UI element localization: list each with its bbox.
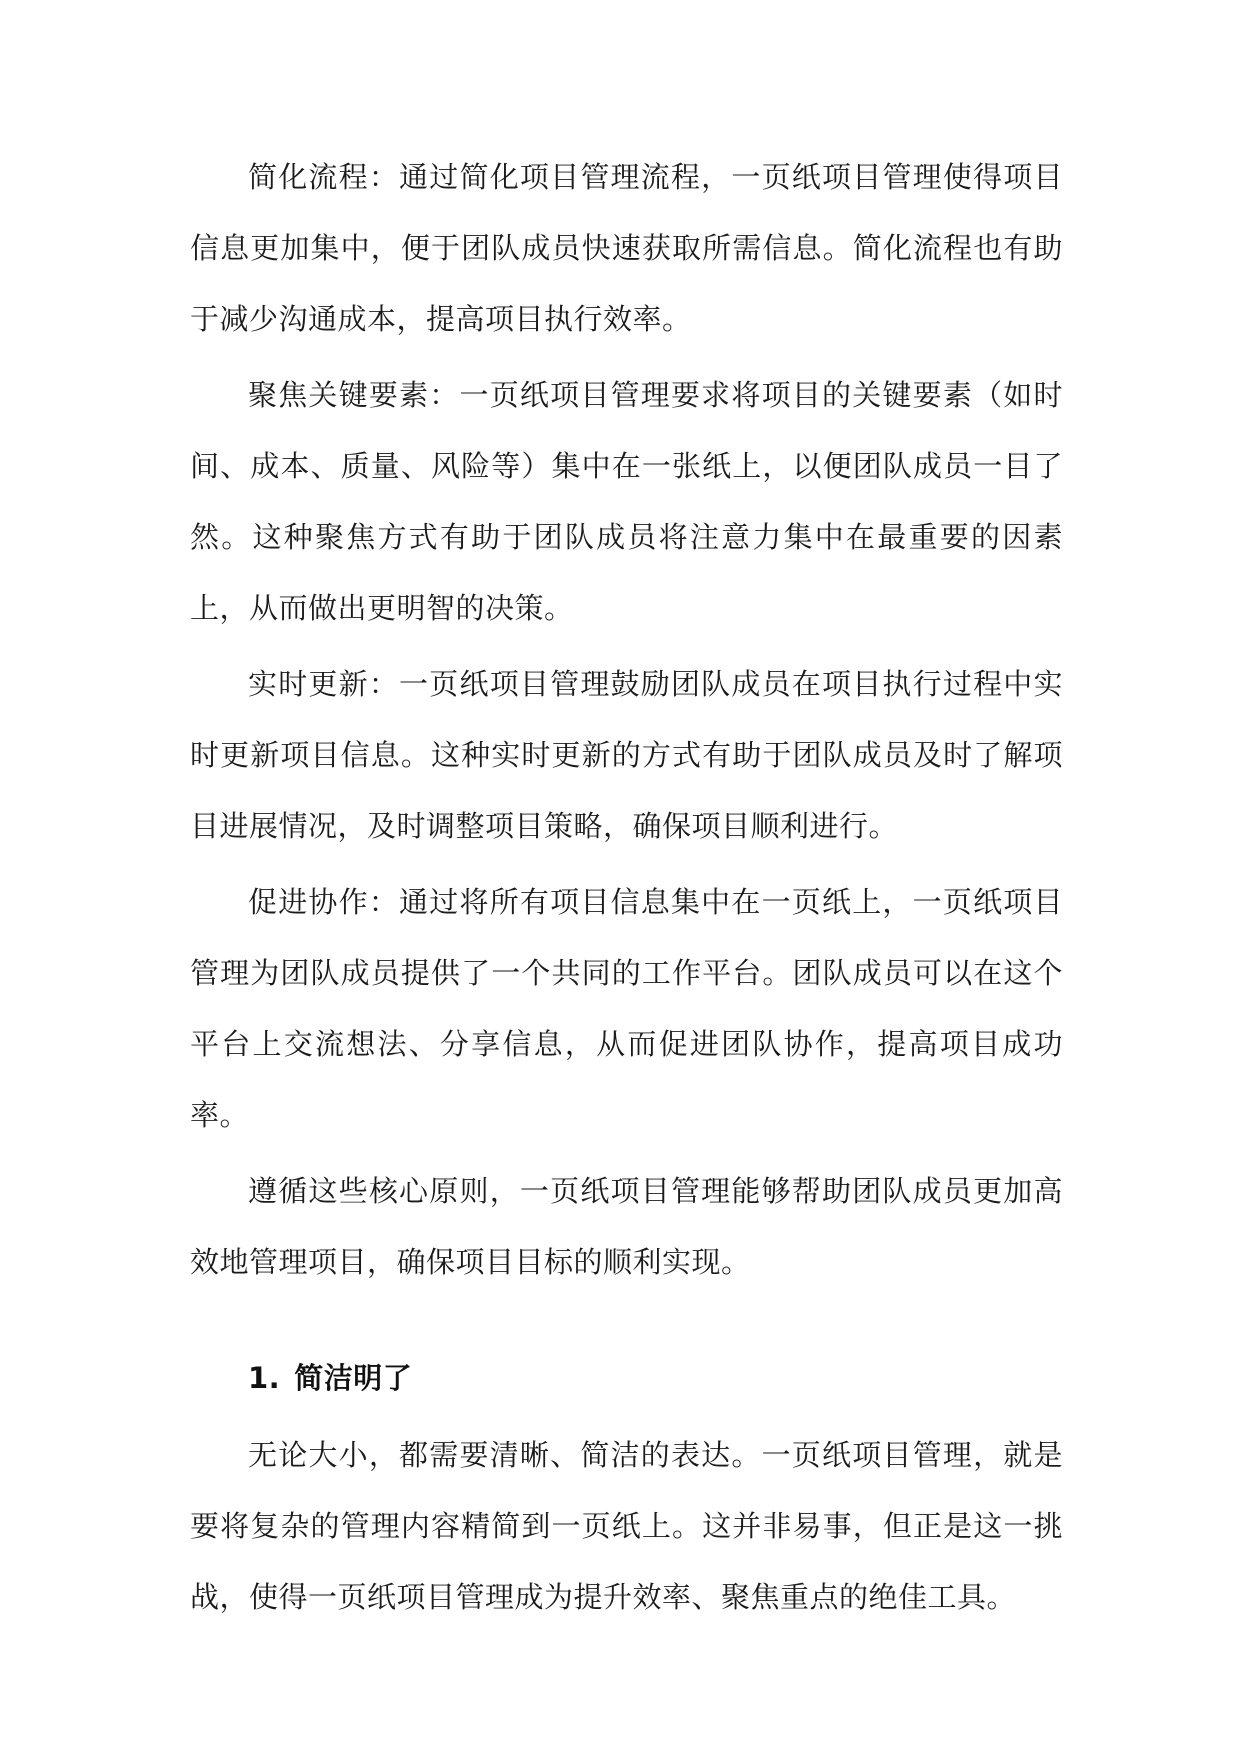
- section-number: 1.: [248, 1361, 281, 1395]
- paragraph-realtime-update: 实时更新：一页纸项目管理鼓励团队成员在项目执行过程中实时更新项目信息。这种实时更新的方式有助于团队成员及时了解项目进展情况，及时调整项目策略，确保项目顺利进行。: [190, 667, 1063, 843]
- paragraph-focus-key-elements: 聚焦关键要素：一页纸项目管理要求将项目的关键要素（如时间、成本、质量、风险等）集中在一张纸上，以便团队成员一目了然。这种聚焦方式有助于团队成员将注意力集中在最重要的因素上，从而做出更明智的决策。: [190, 378, 1063, 625]
- paragraph-concise-clear: 无论大小，都需要清晰、简洁的表达。一页纸项目管理，就是要将复杂的管理内容精简到一页纸上。这并非易事，但正是这一挑战，使得一页纸项目管理成为提升效率、聚焦重点的绝佳工具。: [190, 1438, 1063, 1614]
- paragraph-simplify-process: 简化流程：通过简化项目管理流程，一页纸项目管理使得项目信息更加集中，便于团队成员快速获取所需信息。简化流程也有助于减少沟通成本，提高项目执行效率。: [190, 160, 1063, 336]
- section-title: 简洁明了: [294, 1361, 413, 1395]
- paragraph-conclusion: 遵循这些核心原则，一页纸项目管理能够帮助团队成员更加高效地管理项目，确保项目目标的顺利实现。: [190, 1174, 1063, 1279]
- section-heading: [190, 1348, 1063, 1408]
- paragraph-promote-collaboration: 促进协作：通过将所有项目信息集中在一页纸上，一页纸项目管理为团队成员提供了一个共同的工作平台。团队成员可以在这个平台上交流想法、分享信息，从而促进团队协作，提高项目成功率。: [190, 885, 1063, 1132]
- document-body: [190, 142, 1063, 1633]
